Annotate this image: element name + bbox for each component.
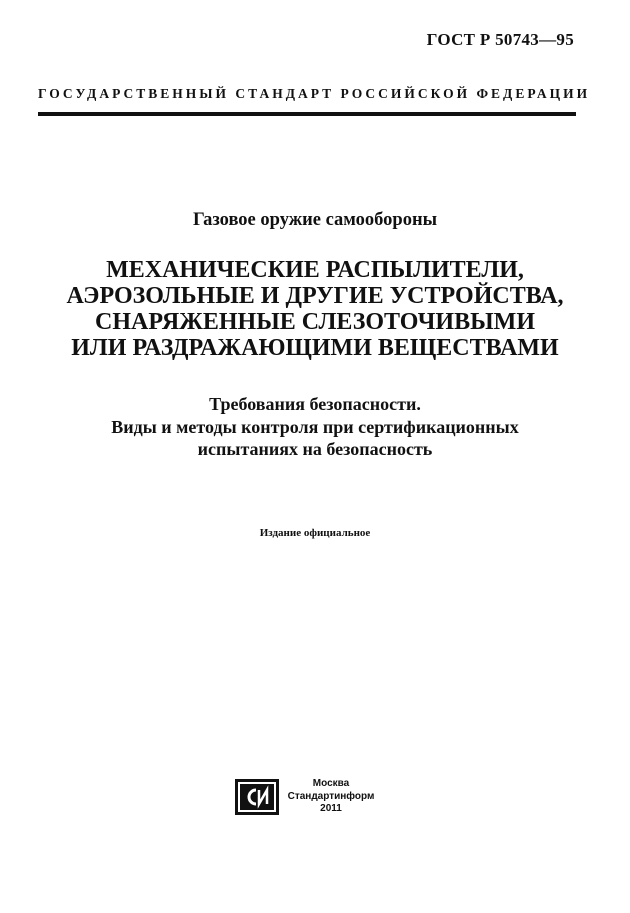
- publisher-city: Москва: [312, 778, 350, 789]
- document-title: [0, 257, 630, 361]
- publisher-year: 2011: [320, 803, 342, 814]
- standard-header: ГОСУДАРСТВЕННЫЙ СТАНДАРТ РОССИЙСКОЙ ФЕДЕРАЦИИ: [38, 86, 591, 101]
- subtitle-line: испытаниях на безопасность: [197, 439, 433, 459]
- publisher-logo-icon: [235, 779, 279, 815]
- title-line: СНАРЯЖЕННЫЕ СЛЕЗОТОЧИВЫМИ: [95, 309, 535, 335]
- edition-label: Издание официальное: [259, 527, 371, 539]
- requirements-subtitle: [0, 393, 630, 461]
- title-line: ИЛИ РАЗДРАЖАЮЩИМИ ВЕЩЕСТВАМИ: [71, 335, 559, 361]
- publisher-name: Стандартинформ: [287, 790, 375, 802]
- title-line: АЭРОЗОЛЬНЫЕ И ДРУГИЕ УСТРОЙСТВА,: [66, 283, 564, 309]
- subtitle-line: Требования безопасности.: [209, 394, 421, 414]
- subject-heading: Газовое оружие самообороны: [192, 210, 438, 230]
- publisher-block: [283, 778, 379, 816]
- document-code: ГОСТ Р 50743—95: [426, 30, 574, 49]
- subtitle-line: Виды и методы контроля при сертификационных: [111, 416, 519, 437]
- title-line: МЕХАНИЧЕСКИЕ РАСПЫЛИТЕЛИ,: [106, 257, 524, 283]
- header-divider: [38, 112, 576, 116]
